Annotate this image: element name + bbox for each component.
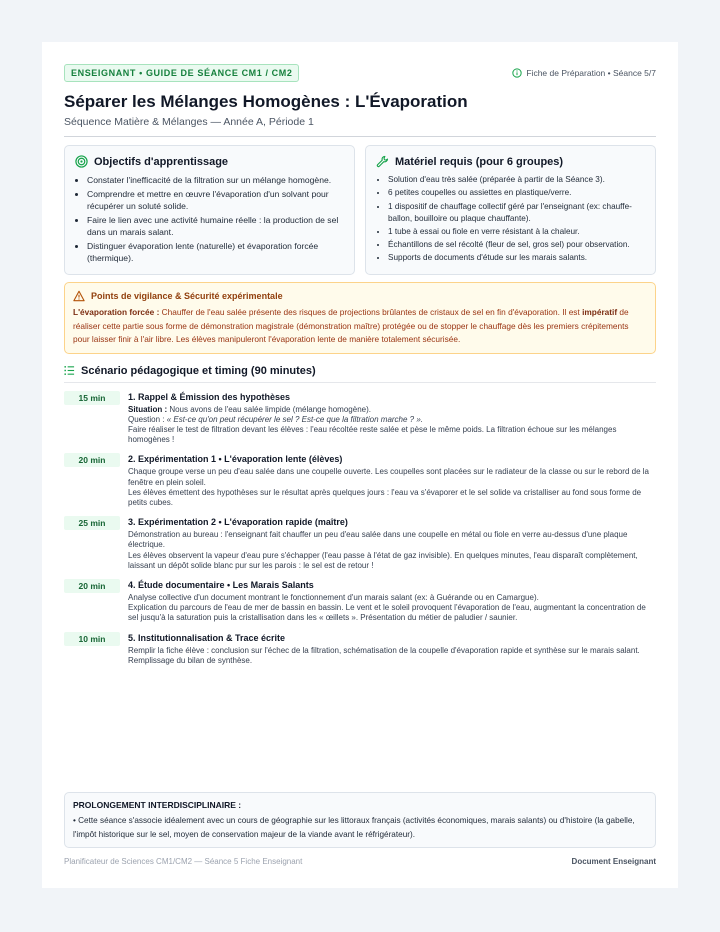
situation-label: Situation :	[128, 404, 168, 414]
step-duration: 15 min	[64, 391, 120, 405]
session-meta	[512, 68, 656, 78]
list-icon	[64, 365, 75, 376]
scenario-divider	[64, 382, 656, 383]
materials-list	[376, 174, 645, 264]
step-line: Les élèves observent la vapeur d'eau pure s'échapper (l'eau passe à l'état de gaz invisible). En quelques minutes, l'eau disparaît complètement, laissant un dépôt solide blanc pur sur les parois : le sel est de retour !	[128, 550, 638, 570]
materials-title: Matériel requis (pour 6 groupes)	[395, 155, 564, 168]
situation-text: Nous avons de l'eau salée limpide (mélange homogène).	[167, 404, 371, 414]
material-item: • Supports de documents d'étude sur les marais salants.	[388, 252, 645, 264]
step-duration: 25 min	[64, 516, 120, 530]
question-text: « Est-ce qu'on peut récupérer le sel ? Est-ce que la filtration marche ? ».	[166, 414, 424, 424]
info-cards	[64, 145, 656, 275]
step-line: Faire réaliser le test de filtration devant les élèves : l'eau récoltée reste salée et pèse le même poids. La filtration échoue sur les mélanges homogènes !	[128, 424, 617, 445]
info-circle-icon	[512, 68, 522, 78]
material-item: • Échantillons de sel récolté (fleur de sel, gros sel) pour observation.	[388, 239, 645, 251]
footer-left: Planificateur de Sciences CM1/CM2 — Séance 5 Fiche Enseignant	[64, 857, 303, 866]
safety-alert	[64, 282, 656, 354]
materials-card	[365, 145, 656, 275]
interdisciplinary-box	[64, 792, 656, 848]
step-title: 5. Institutionnalisation & Trace écrite	[128, 632, 286, 643]
title-divider	[64, 136, 656, 137]
alert-text-part-1: Chauffer de l'eau salée présente des risques de projections brûlantes de cristaux de sel en fin d'évaporation. Il est	[159, 307, 583, 317]
page-subtitle: Séquence Matière & Mélanges — Année A, Période 1	[64, 116, 314, 128]
alert-heading	[73, 290, 647, 302]
step-title: 3. Expérimentation 2 • L'évaporation rapide (maître)	[128, 517, 348, 528]
wrench-icon	[376, 155, 389, 168]
warning-triangle-icon	[73, 290, 85, 302]
alert-emphasis: impératif	[582, 307, 618, 317]
target-icon	[75, 155, 88, 168]
scenario-timeline	[64, 391, 656, 666]
objective-item: • Constater l'inefficacité de la filtration sur un mélange homogène.	[87, 174, 344, 186]
scenario-step-3	[64, 516, 656, 571]
step-duration: 20 min	[64, 453, 120, 467]
step-body	[128, 391, 656, 446]
material-item: • 6 petites coupelles ou assiettes en plastique/verre.	[388, 187, 645, 199]
step-line	[128, 405, 656, 415]
material-item: • 1 dispositif de chauffage collectif géré par l'enseignant (ex: chauffe-ballon, bouilloire ou plaque chauffante).	[388, 201, 645, 225]
step-title: 4. Étude documentaire • Les Marais Salants	[128, 579, 314, 590]
scenario-title: Scénario pédagogique et timing (90 minutes)	[81, 364, 316, 377]
extension-text: • Cette séance s'associe idéalement avec un cours de géographie sur les littoraux français (activités économiques, marais salants) ou d'histoire (la gabelle, l'impôt historique sur le sel, moyen de conservation majeur de la viande avant le réfrigérateur).	[73, 816, 635, 839]
step-line: Analyse collective d'un document montrant le fonctionnement d'un marais salant (ex: à Guérande ou en Camargue).	[128, 592, 539, 602]
lesson-sheet	[42, 42, 678, 888]
top-bar	[64, 64, 656, 82]
scenario-heading	[64, 365, 656, 377]
step-line: Les élèves émettent des hypothèses sur le résultat après quelques jours : l'eau va s'évaporer et le sel solide va cristalliser au fond sous forme de petits cubes.	[128, 487, 642, 507]
alert-text-part-2: de réaliser cette partie sous forme de démonstration magistrale (démonstration maître) protégée ou de stopper le chauffage dès les premiers crépitements pour laisser finir à l'air libre. Les élèves manipuleront l'évaporation lente de manière totalement sécurisée.	[73, 307, 629, 344]
objectives-heading	[75, 155, 344, 168]
step-body	[128, 453, 656, 508]
step-duration: 10 min	[64, 632, 120, 646]
material-item: • Solution d'eau très salée (préparée à partir de la Séance 3).	[388, 174, 645, 186]
objectives-title: Objectifs d'apprentissage	[94, 155, 229, 168]
page-title: Séparer les Mélanges Homogènes : L'Évaporation	[64, 92, 468, 111]
audience-badge: ENSEIGNANT • GUIDE DE SÉANCE CM1 / CM2	[64, 64, 299, 82]
question-label: Question :	[128, 414, 167, 424]
objective-item: • Comprendre et mettre en œuvre l'évaporation d'un solvant pour récupérer un soluté solide.	[87, 188, 344, 213]
scenario-step-1	[64, 391, 656, 446]
scenario-step-4	[64, 579, 656, 624]
step-body	[128, 516, 656, 571]
extension-title: PROLONGEMENT INTERDISCIPLINAIRE :	[73, 800, 242, 810]
objective-item: • Faire le lien avec une activité humaine réelle : la production de sel dans un marais salant.	[87, 214, 344, 239]
step-duration: 20 min	[64, 579, 120, 593]
alert-lead: L'évaporation forcée :	[73, 307, 160, 317]
footer-right: Document Enseignant	[571, 857, 656, 866]
page-footer	[64, 857, 656, 866]
alert-title: Points de vigilance & Sécurité expérimentale	[91, 291, 283, 301]
step-line: Explication du parcours de l'eau de mer de bassin en bassin. Le vent et le soleil provoquent l'évaporation de l'eau, augmentant la concentration de sel jusqu'à la saturation puis la cristallisation dans les « œillets ». Présentation du métier de paludier / saunier.	[128, 603, 646, 623]
scenario-step-2	[64, 453, 656, 508]
step-title: 1. Rappel & Émission des hypothèses	[128, 391, 291, 402]
session-meta-text: Fiche de Préparation • Séance 5/7	[526, 68, 656, 78]
step-body	[128, 579, 656, 624]
objectives-list	[75, 174, 344, 265]
material-item: • 1 tube à essai ou fiole en verre résistant à la chaleur.	[388, 226, 645, 238]
step-line: Remplir la fiche élève : conclusion sur l'échec de la filtration, schématisation de la coupelle d'évaporation rapide et synthèse sur le marais salant. Remplissage du bilan de synthèse.	[128, 645, 640, 665]
scenario-step-5	[64, 632, 656, 666]
step-line	[128, 415, 656, 425]
step-line: Chaque groupe verse un peu d'eau salée dans une coupelle ouverte. Les coupelles sont placées sur le radiateur de la classe ou sur le rebord de la fenêtre en plein soleil.	[128, 467, 649, 487]
step-body	[128, 632, 656, 666]
objectives-card	[64, 145, 355, 275]
step-line: Démonstration au bureau : l'enseignant fait chauffer un peu d'eau salée dans une coupelle en métal ou fiole en verre au-dessus d'une plaque électrique.	[128, 530, 628, 550]
alert-text	[73, 306, 647, 347]
objective-item: • Distinguer évaporation lente (naturelle) et évaporation forcée (thermique).	[87, 240, 344, 265]
step-title: 2. Expérimentation 1 • L'évaporation lente (élèves)	[128, 454, 343, 465]
materials-heading	[376, 155, 645, 168]
